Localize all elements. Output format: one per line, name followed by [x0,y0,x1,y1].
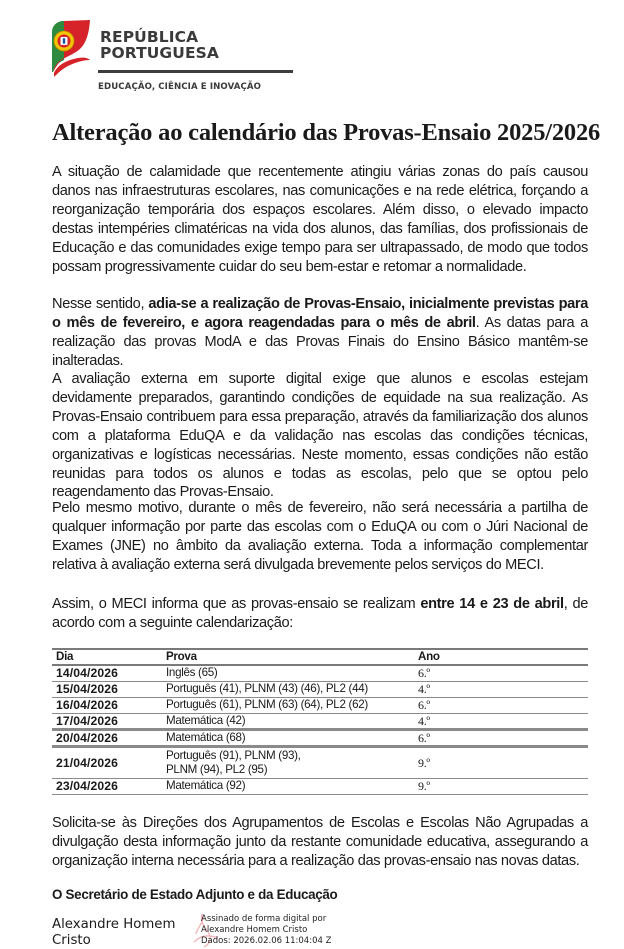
letterhead [50,20,262,100]
digital-signature-line: Alexandre Homem Cristo [201,925,308,935]
digital-signature-date: Dados: 2026.02.06 11:04:04 Z [201,936,332,946]
brand-name [100,29,219,61]
paragraph-emphasis: entre 14 e 23 de abril [420,596,564,612]
paragraph-request: Solicita-se às Direções dos Agrupamentos de Escolas e Escolas Não Agrupadas a divulgação desta informação junto da restante comunidade educativa, assegurando a organização interna necessária para a realização das provas-ensaio nas novas datas. [52,815,588,869]
brand-divider [98,70,293,73]
paragraph-schedule-intro [52,595,588,633]
cell-day: 16/04/2026 [56,698,118,712]
document-title: Alteração ao calendário das Provas-Ensaio 2025/2026 [52,119,601,146]
cell-year: 4.º [418,682,430,696]
cell-exam: Português (61), PLNM (63) (64), PL2 (62) [166,698,368,711]
digital-signature-line: Assinado de forma digital por [201,914,327,924]
cell-day: 17/04/2026 [56,713,118,728]
table-header-row [52,649,588,665]
table-row [52,713,588,729]
cell-day: 23/04/2026 [56,779,118,793]
cell-day: 20/04/2026 [56,730,118,745]
table-row [52,665,588,681]
digital-signature-info [201,914,331,947]
cell-year: 9.º [418,779,430,793]
exam-schedule-table [52,648,588,795]
cell-exam: Matemática (42) [166,713,246,727]
signer-name-line: Alexandre Homem [52,917,176,932]
table-row [52,697,588,713]
column-header-year: Ano [418,650,440,663]
column-header-exam: Prova [166,650,197,663]
paragraph-text: , de acordo com a seguinte calendarização: [52,596,588,631]
cell-exam [162,746,414,778]
republica-portuguesa-emblem-icon [50,20,92,78]
table-row [52,746,588,778]
table-row [52,729,588,746]
cell-year: 6.º [418,698,430,712]
cell-year: 6.º [418,730,430,745]
cell-exam-line: Português (91), PLNM (93), [166,748,301,762]
paragraph-emphasis: adia-se a realização de Provas-Ensaio, inicialmente previstas para o mês de fevereiro, e agora reagendadas para o mês de abril [52,296,588,331]
brand-line-2: PORTUGUESA [100,44,219,62]
table-row [52,681,588,697]
cell-exam: Matemática (92) [166,779,246,792]
paragraph-digital-assessment: A avaliação externa em suporte digital exige que alunos e escolas estejam devidamente preparados, garantindo condições de equidade na sua realização. As Provas-Ensaio contribuem para essa preparação, através da familiarização dos alunos com a plataforma EduQA e da validação nas escolas das condições técnicas, organizativas e logísticas necessárias. Neste momento, essas condições não estão reunidas para todos os alunos e todas as escolas, pelo que se optou pelo reagendamento das Provas-Ensaio. [52,371,588,501]
brand-line-1: REPÚBLICA [100,28,199,46]
paragraph-text: Assim, o MECI informa que as provas-ensaio se realizam [52,596,421,612]
signer-title: O Secretário de Estado Adjunto e da Educação [52,887,338,902]
paragraph-information-sharing: Pelo mesmo motivo, durante o mês de fevereiro, não será necessária a partilha de qualquer informação por parte das escolas com o EduQA ou com o Júri Nacional de Exames (JNE) no âmbito da avaliação externa. Toda a informação complementar relativa à avaliação externa será divulgada brevemente pelos serviços do MECI. [52,500,588,573]
cell-day: 21/04/2026 [56,755,118,770]
paragraph-text: . As datas para a realização das provas ModA e das Provas Finais do Ensino Básico mantêm-se inalteradas. [52,314,588,369]
paragraph-calamity: A situação de calamidade que recentemente atingiu várias zonas do país causou danos nas infraestruturas escolares, nas comunicações e na rede elétrica, forçando a reorganização temporária dos espaços escolares. Além disso, o elevado impacto destas intempéries climatéricas na vida dos alunos, das famílias, dos profissionais de Educação e das comunidades exige tempo para ser ultrapassado, de modo que todos possam progressivamente cuidar do seu bem-estar e retomar a normalidade. [52,164,588,275]
cell-day: 15/04/2026 [56,682,118,696]
table-row [52,778,588,794]
paragraph-postponement [52,295,588,371]
cell-year: 6.º [418,666,430,681]
paragraph-text: Nesse sentido, [52,296,149,312]
cell-exam: Português (41), PLNM (43) (46), PL2 (44) [166,682,368,695]
cell-year: 9.º [418,755,430,770]
signer-name-line: Cristo [52,933,91,948]
column-header-day: Dia [56,650,74,663]
cell-exam: Matemática (68) [166,730,246,744]
signer-name [52,917,182,949]
cell-year: 4.º [418,713,430,728]
cell-exam-line: PLNM (94), PL2 (95) [166,762,268,776]
cell-exam: Inglês (65) [166,666,218,680]
ministry-name: EDUCAÇÃO, CIÊNCIA E INOVAÇÃO [98,82,262,92]
cell-day: 14/04/2026 [56,666,118,681]
